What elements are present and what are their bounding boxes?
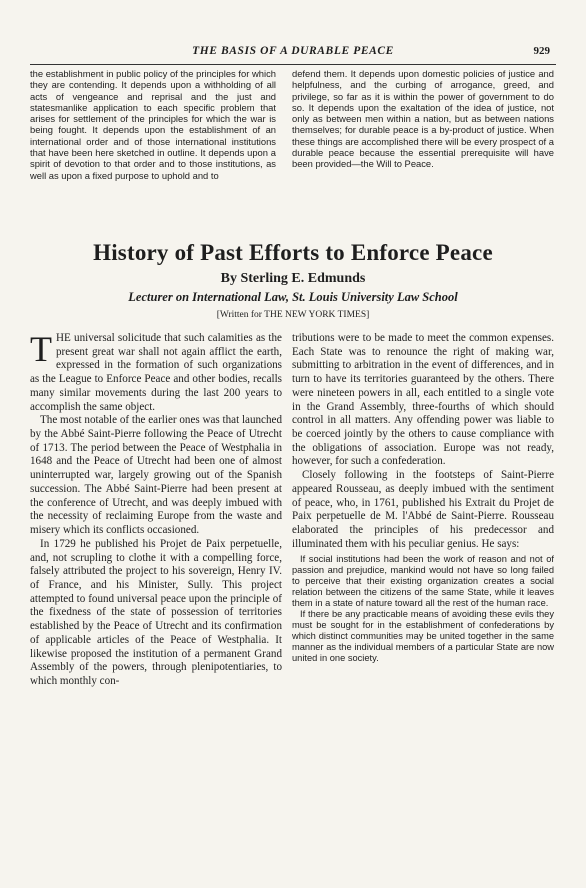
author-affiliation: Lecturer on International Law, St. Louis University Law School bbox=[128, 290, 458, 304]
running-title: THE BASIS OF A DURABLE PEACE bbox=[192, 45, 394, 57]
running-header bbox=[30, 42, 556, 65]
paragraph-4: tributions were to be made to meet the common expenses. Each State was to renounce the right of making war, submitting to arbitration in the event of differences, and in turn to have its territories guaranteed by the others. There were nineteen powers in all, each entitled to a single vote in the Grand Assembly, three-fourths of which should control in all matters. Any offending power was liable to be coerced jointly by the others to cause compliance with the obligations of association. Europe was not ready, however, for such a confederation. bbox=[292, 332, 554, 468]
written-for-note: [Written for THE NEW YORK TIMES] bbox=[216, 310, 370, 320]
article-headline: History of Past Efforts to Enforce Peace bbox=[93, 240, 493, 265]
prior-article-right-column: defend them. It depends upon domestic policies of justice and helpfulness, and the curbing of arrogance, greed, and privilege, so far as it is within the power of government to do so. It depends upon the exaltation of the idea of justice, not only as between men within a nation, but as between nations themselves; for durable peace is a by-product of justice. When these things are accomplished there will be every prospect of a durable peace because the essential prerequisite will have been provided—the Will to Peace. bbox=[292, 68, 554, 170]
article-left-column bbox=[30, 329, 282, 689]
quote-paragraph-2: If there be any practicable means of avoiding these evils they must be sought for in the establishment of confederations by which distinct communities may be united together in the same manner as the individual members of a particular State are now united in one society. bbox=[292, 608, 554, 664]
article-right-column bbox=[292, 332, 554, 664]
quote-paragraph-1: If social institutions had been the work of reason and not of passion and prejudice, mankind would not have so long failed to perceive that their existing organization creates a social relation between the citizens of the same State, while it leaves them in a state of nature toward all the rest of the human race. bbox=[292, 553, 554, 608]
paragraph-5: Closely following in the footsteps of Saint-Pierre appeared Rousseau, as deeply imbued with the sentiment of peace, who, in 1761, published his Extrait du Projet de Paix perpetuelle de M. l'Abbé de Saint-Pierre. Rousseau elaborated the principles of his predecessor and illuminated them with his peculiar genius. He says: bbox=[292, 469, 554, 550]
rousseau-quotation bbox=[292, 554, 554, 665]
paragraph-2: The most notable of the earlier ones was that launched by the Abbé Saint-Pierre following the Peace of Utrecht of 1713. The period between the Peace of Westphalia in 1648 and the Peace of Utrecht had been one of almost uninterrupted war, largely growing out of the Spanish succession. The Abbé Saint-Pierre had been present at the conference of Utrecht, and was deeply imbued with the necessity of reclaiming Europe from the waste and misery which its conflicts occasioned. bbox=[30, 414, 282, 537]
paragraph-1 bbox=[30, 329, 282, 414]
prior-article-left-column: the establishment in public policy of the principles for which they are contending. It depends upon a withholding of all acts of vengeance and reprisal and the just and statesmanlike application to each specific problem that arises for settlement of the principles for which the war is being fought. It depends upon the establishment of an international order and of those international institutions that have been here sketched in outline. It depends upon a spirit of devotion to that order and to those institutions, as well as upon a fixed purpose to uphold and to bbox=[30, 68, 276, 181]
drop-cap: T bbox=[30, 329, 52, 369]
paragraph-3: In 1729 he published his Projet de Paix perpetuelle, and, not scrupling to clothe it with a compelling force, falsely attributed the project to his sovereign, Henry IV. of France, and his Minister, Sully. This project attempted to found universal peace upon the principle of the fixedness of the state of possession of territories established by the Peace of Utrecht and its confirmation of applicable articles of the Peace of Westphalia. It likewise proposed the institution of a permanent Grand Assembly of the powers, through plenipotentiaries, to which monthly con- bbox=[30, 537, 282, 687]
page-number: 929 bbox=[533, 45, 550, 57]
paragraph-1-text: HE universal solicitude that such calamities as the present great war shall not again afflict the earth, expressed in the formation of such organizations as the League to Enforce Peace and other bodies, recalls many similar movements during the last 200 years to accomplish the same object. bbox=[30, 332, 282, 413]
article-byline: By Sterling E. Edmunds bbox=[220, 271, 366, 286]
